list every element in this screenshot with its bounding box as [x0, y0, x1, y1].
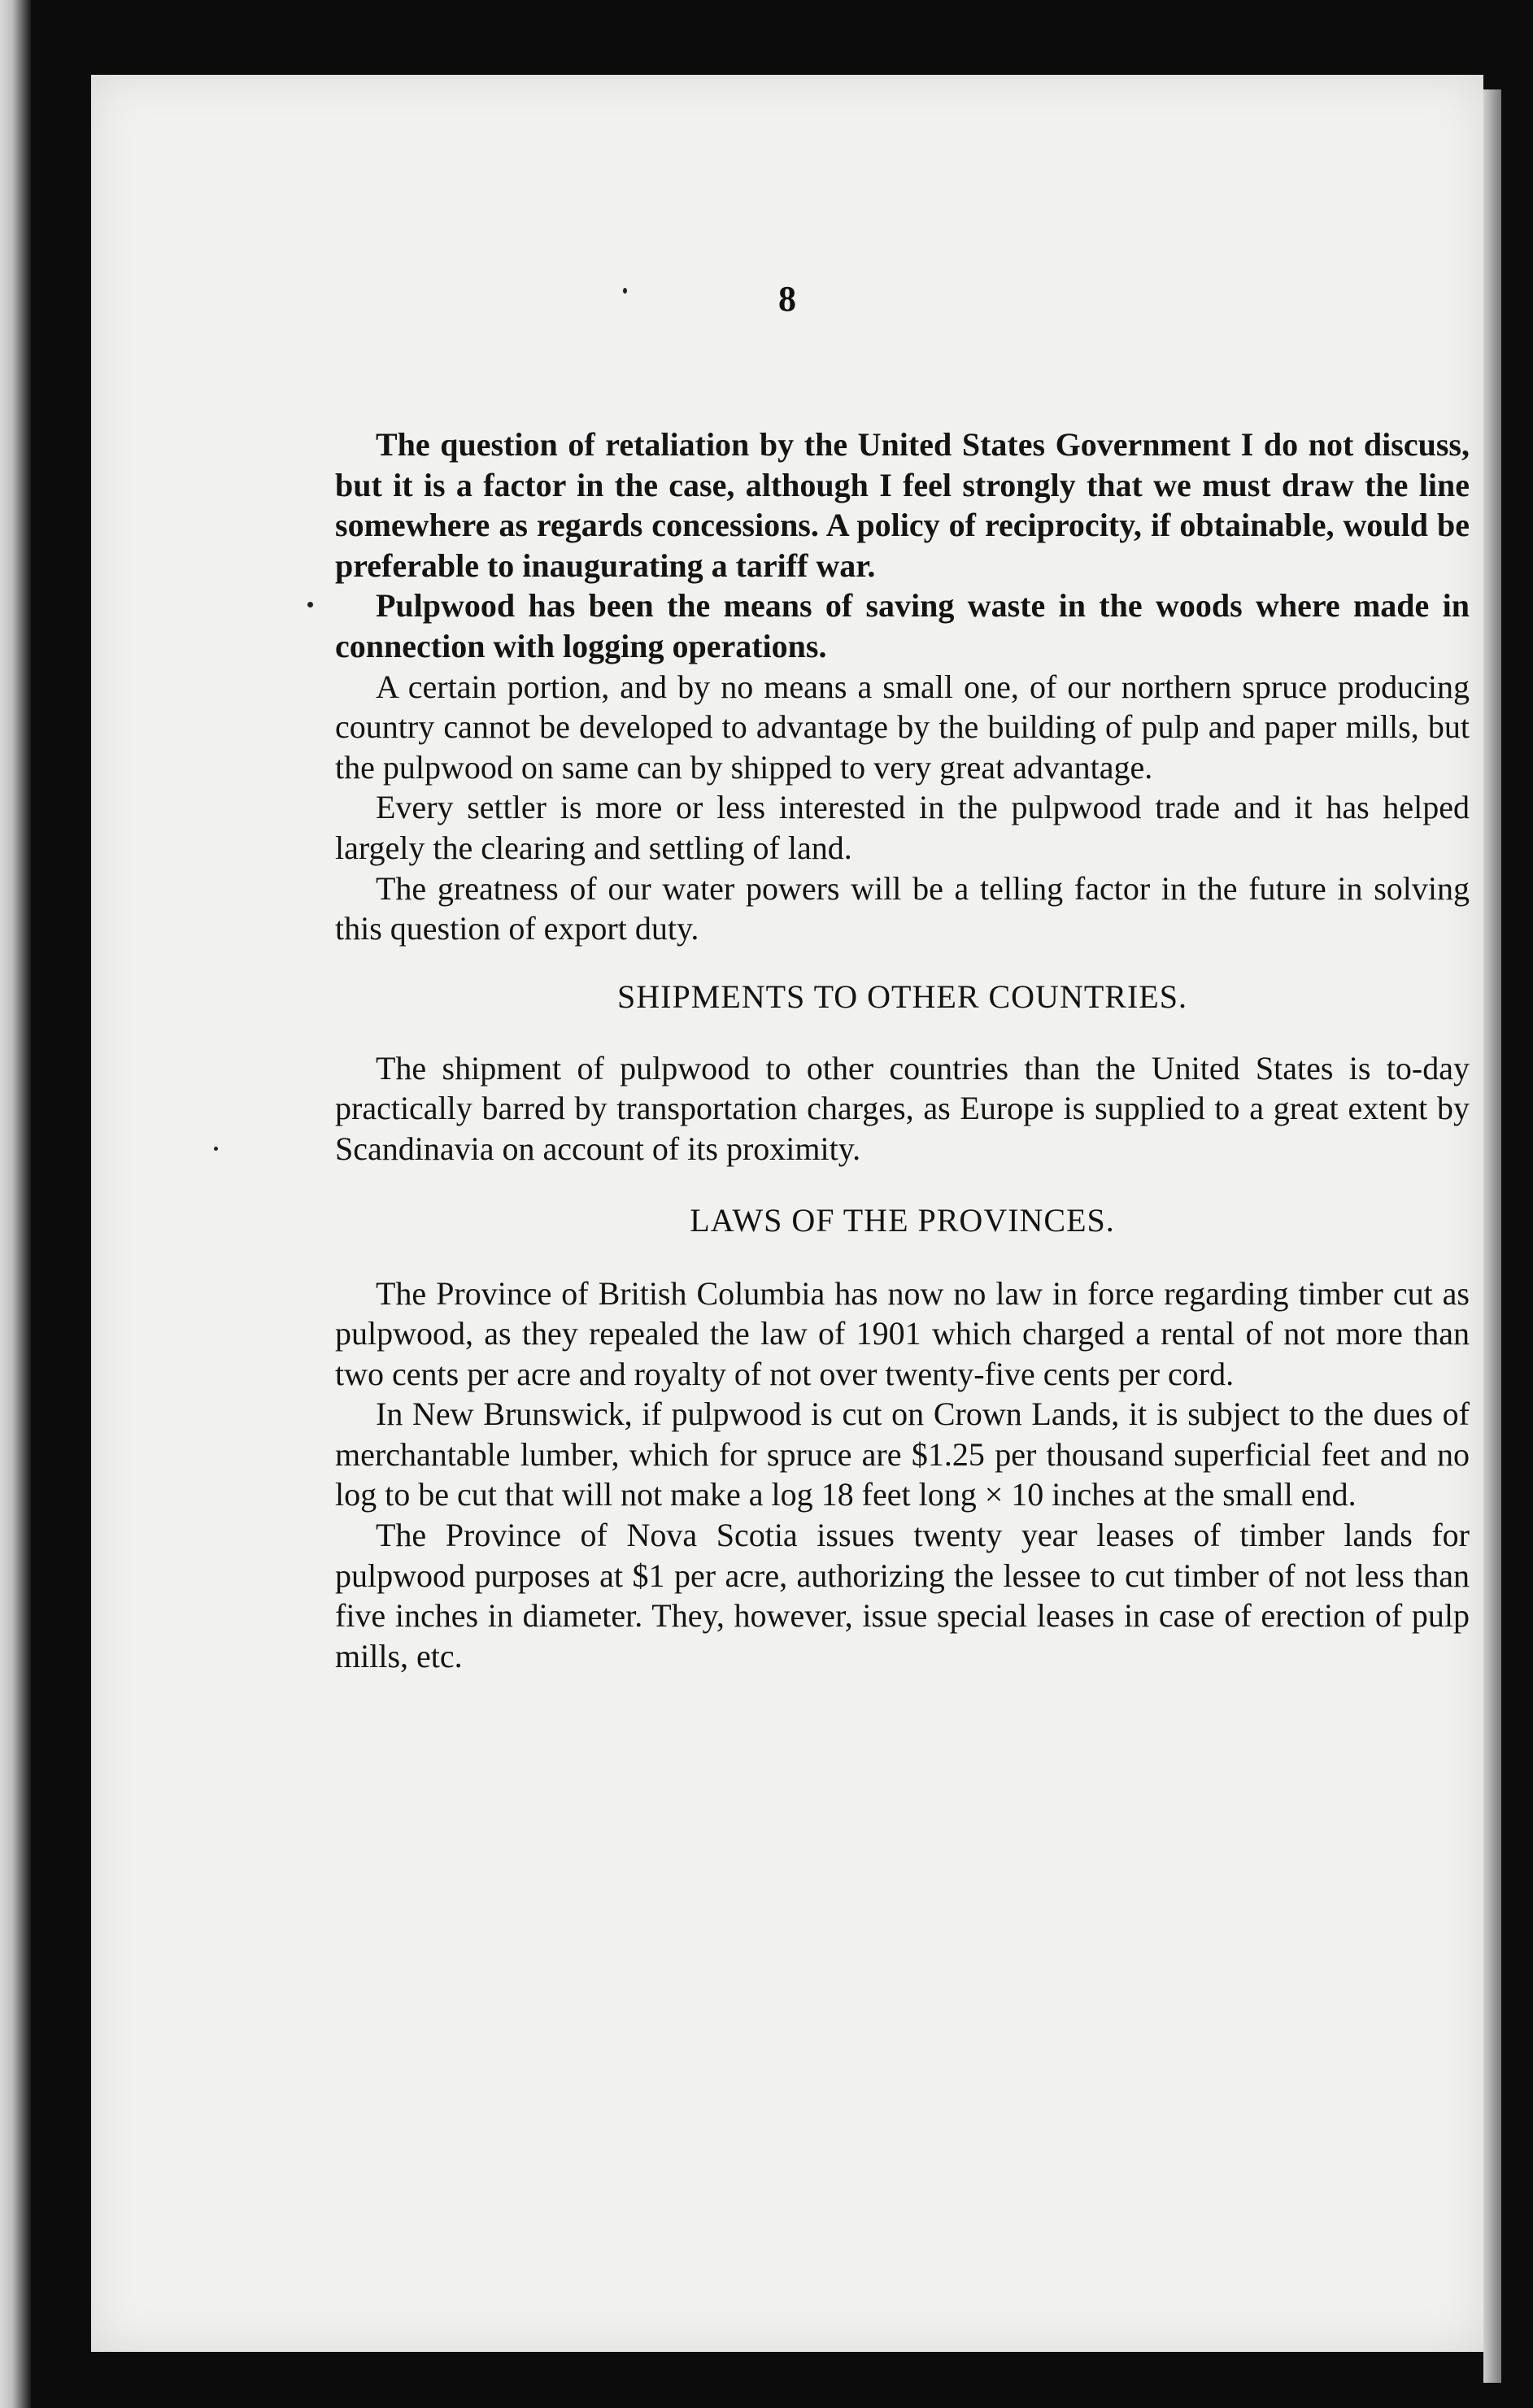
- paragraph-new-brunswick: In New Brunswick, if pulpwood is cut on Crown Lands, it is subject to the dues of merchantable lumber, which for spruce are $1.25 per thousand superficial feet and no log to be cut that will not make a log 18 feet long × 10 inches at the small end.: [335, 1396, 1470, 1513]
- scan-speck: [623, 288, 627, 294]
- paragraph-british-columbia: The Province of British Columbia has now no law in force regarding timber cut as pulpwood, as they repealed the law of 1901 which charged a rental of not more than two cents per acre and royalty of not over twenty-five cents per cord.: [335, 1274, 1470, 1392]
- heading-shipments: SHIPMENTS TO OTHER COUNTRIES.: [617, 978, 1187, 1015]
- heading-laws: LAWS OF THE PROVINCES.: [690, 1201, 1115, 1239]
- paragraph-spruce-country: A certain portion, and by no means a small one, of our northern spruce producing country cannot be developed to advantage by the building of pulp and paper mills, but the pulpwood on same can by shipped to very great advantage.: [335, 668, 1470, 786]
- scan-speck: [214, 1147, 218, 1151]
- document-page: [91, 75, 1483, 2352]
- body-text: [335, 425, 1470, 1676]
- paragraph-pulpwood-waste: Pulpwood has been the means of saving waste in the woods where made in connection with logging operations.: [335, 587, 1470, 664]
- paragraph-water-powers: The greatness of our water powers will be a telling factor in the future in solving this question of export duty.: [335, 869, 1470, 947]
- page-edge-right: [1483, 89, 1501, 2383]
- scan-speck: [307, 602, 313, 607]
- paragraph-nova-scotia: The Province of Nova Scotia issues twenty year leases of timber lands for pulpwood purposes at $1 per acre, authorizing the lessee to cut timber of not less than five inches in diameter. They, however, issue special leases in case of erection of pulp mills, etc.: [335, 1517, 1470, 1674]
- page-number: 8: [778, 279, 796, 319]
- scan-border-left: [0, 0, 31, 2408]
- paragraph-retaliation: The question of retaliation by the United States Government I do not discuss, but it is a factor in the case, although I feel strongly that we must draw the line somewhere as regards concessions. A policy of reciprocity, if obtainable, would be preferable to inaugurating a tariff war.: [335, 426, 1470, 584]
- paragraph-shipments: The shipment of pulpwood to other countries than the United States is to-day practically barred by transportation charges, as Europe is supplied to a great extent by Scandinavia on account of its proximity.: [335, 1049, 1470, 1167]
- paragraph-settlers: Every settler is more or less interested in the pulpwood trade and it has helped largely the clearing and settling of land.: [335, 789, 1470, 866]
